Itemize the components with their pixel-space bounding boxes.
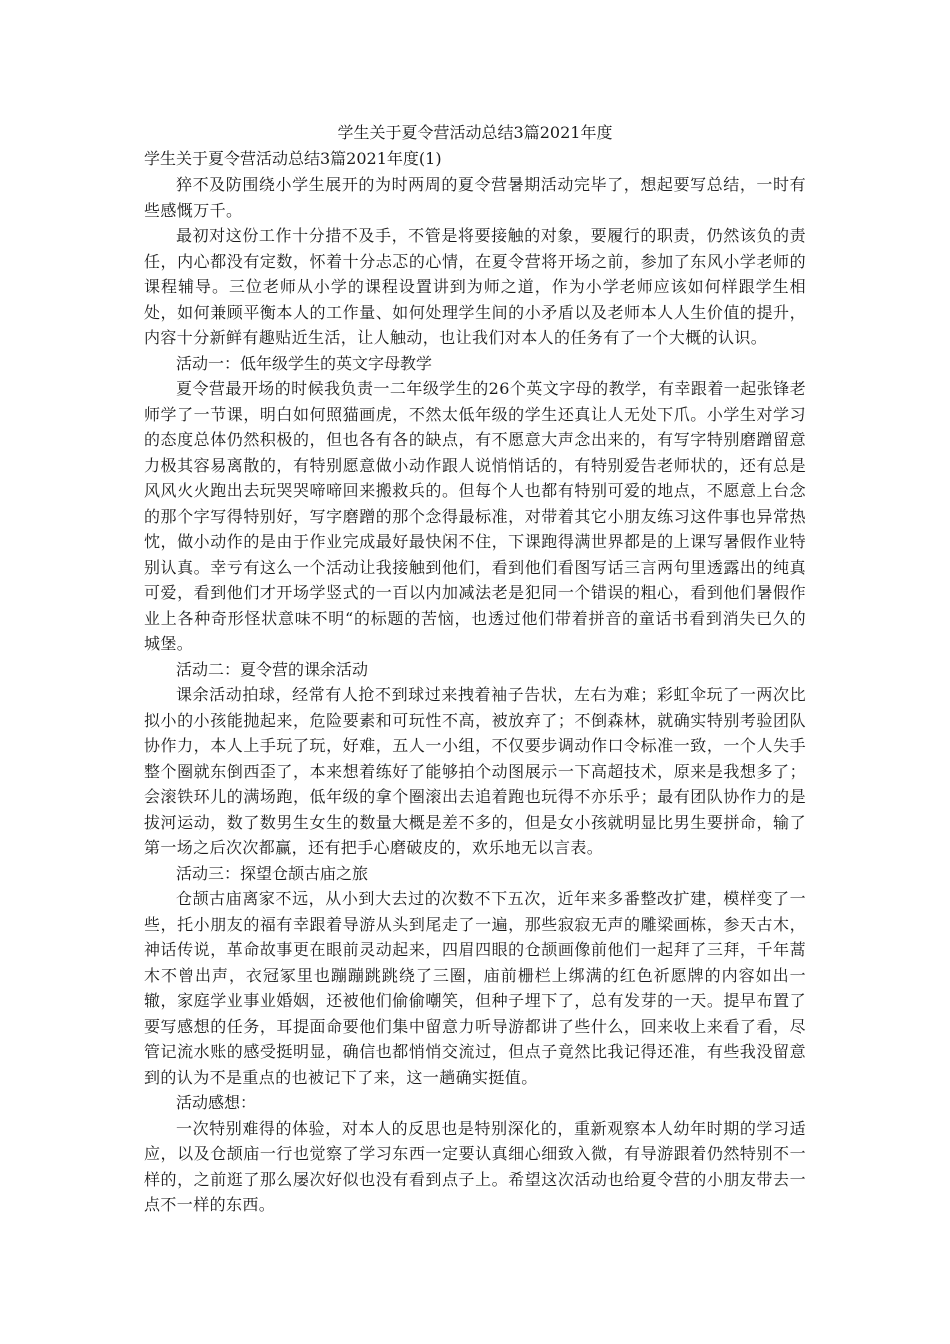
section-heading-activity-one: 活动一：低年级学生的英文字母教学 — [176, 353, 433, 373]
paragraph-activity-two: 课余活动拍球，经常有人抢不到球过来拽着袖子告状，左右为难；彩虹伞玩了一两次比拟小的小孩能抛起来，危险要素和可玩性不高，被放弃了；不倒森林，就确实特别考验团队协作力，本人上手玩了玩，好难，五人一小组，不仅要步调动作口令标准一致，一个人失手整个圈就东倒西歪了，本来想着练好了能够拍个动图展示一下高超技术，原来是我想多了；会滚铁环儿的满场跑，低年级的拿个圈滚出去追着跑也玩得不亦乐乎；最有团队协作力的是拔河运动，数了数男生女生的数量大概是差不多的，但是女小孩就明显比男生要拼命，输了第一场之后次次都赢，还有把手心磨破皮的，欢乐地无以言表。 — [144, 685, 806, 857]
document-title: 学生关于夏令营活动总结3篇2021年度 — [337, 123, 613, 142]
section-heading-activity-three: 活动三：探望仓颉古庙之旅 — [176, 863, 369, 883]
paragraph-reflections: 一次特别难得的体验，对本人的反思也是特别深化的，重新观察本人幼年时期的学习适应，以及仓颉庙一行也觉察了学习东西一定要认真细心细致入微，有导游跟着仍然特别不一样的，之前逛了那么屡次好似也没有看到点子上。希望这次活动也给夏令营的小朋友带去一点不一样的东西。 — [144, 1118, 806, 1214]
section-heading-reflections: 活动感想： — [176, 1093, 257, 1112]
section-heading-activity-two: 活动二：夏令营的课余活动 — [176, 659, 369, 679]
paragraph-activity-one: 夏令营最开场的时候我负责一二年级学生的26个英文字母的教学，有幸跟着一起张锋老师学了一节课，明白如何照猫画虎，不然太低年级的学生还真让人无处下爪。小学生对学习的态度总体仍然积极的，但也各有各的缺点，有不愿意大声念出来的，有写字特别磨蹭留意力极其容易离散的，有特别愿意做小动作跟人说悄悄话的，有特别爱告老师状的，还有总是风风火火跑出去玩哭哭啼啼回来搬救兵的。但每个人也都有特别可爱的地点，不愿意上台念的那个字写得特别好，写字磨蹭的那个念得最标准，对带着其它小朋友练习这件事也异常热忱，做小动作的是由于作业完成最好最快闲不住，下课跑得满世界都是的上课写暑假作业特别认真。幸亏有这么一个活动让我接触到他们，看到他们看图写话三言两句里透露出的纯真可爱，看到他们才开场学竖式的一百以内加减法老是犯同一个错误的粗心，看到他们暑假作业上各种奇形怪状意味不明“的标题的苦恼，也透过他们带着拼音的童话书看到消失已久的城堡。 — [144, 379, 806, 653]
paragraph-preparation: 最初对这份工作十分措不及手，不管是将要接触的对象，要履行的职责，仍然该负的责任，内心都没有定数，怀着十分忐忑的心情，在夏令营将开场之前，参加了东风小学老师的课程辅导。三位老师从小学的课程设置讲到为师之道，作为小学老师应该如何样跟学生相处，如何兼顾平衡本人的工作量、如何处理学生间的小矛盾以及老师本人人生价值的提升，内容十分新鲜有趣贴近生活，让人触动，也让我们对本人的任务有了一个大概的认识。 — [144, 226, 806, 347]
document-subtitle: 学生关于夏令营活动总结3篇2021年度(1) — [144, 149, 442, 168]
paragraph-intro: 猝不及防围绕小学生展开的为时两周的夏令营暑期活动完毕了，想起要写总结，一时有些感慨万千。 — [144, 175, 806, 220]
document-page — [144, 120, 806, 1218]
paragraph-activity-three: 仓颉古庙离家不远，从小到大去过的次数不下五次，近年来多番整改扩建，模样变了一些，托小朋友的福有幸跟着导游从头到尾走了一遍，那些寂寂无声的雕梁画栋，参天古木，神话传说，革命故事更在眼前灵动起来，四眉四眼的仓颉画像前他们一起拜了三拜，千年蒿木不曾出声，衣冠冢里也蹦蹦跳跳绕了三圈，庙前栅栏上绑满的红色祈愿牌的内容如出一辙，家庭学业事业婚姻，还被他们偷偷嘲笑，但种子埋下了，总有发芽的一天。提早布置了要写感想的任务，耳提面命要他们集中留意力听导游都讲了些什么，回来收上来看了看，尽管记流水账的感受挺明显，确信也都悄悄交流过，但点子竟然比我记得还准，有些我没留意到的认为不是重点的也被记下了来，这一趟确实挺值。 — [144, 889, 806, 1087]
